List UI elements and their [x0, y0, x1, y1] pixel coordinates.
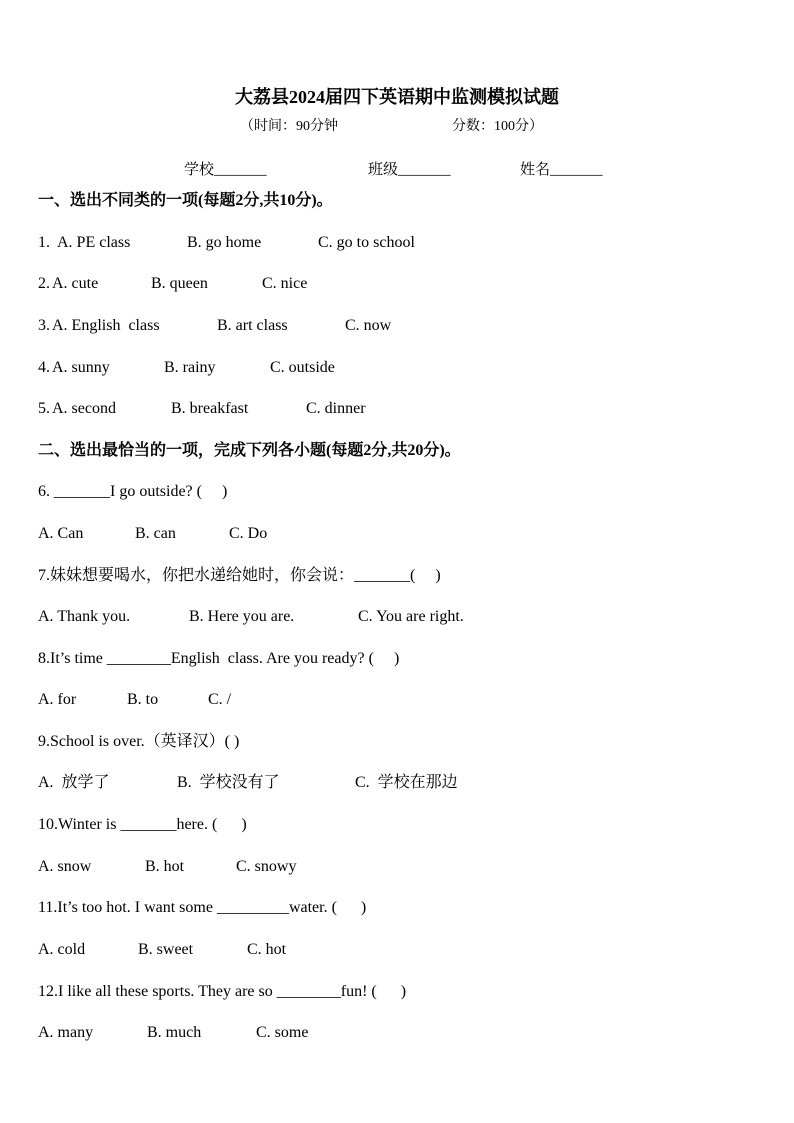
option-a: A. snow — [38, 858, 92, 875]
option-c: C. outside — [270, 359, 335, 376]
option-c: C. / — [208, 691, 232, 708]
option-b: B. much — [147, 1024, 202, 1041]
question-stem: 6. _______I go outside? ( ) — [38, 483, 228, 500]
option-b: B. Here you are. — [189, 608, 295, 625]
option-a: A. cute — [52, 275, 99, 292]
option-a: A. second — [52, 400, 116, 417]
question-stem: 11.It’s too hot. I want some _________water. ( ) — [38, 899, 367, 916]
option-a: A. many — [38, 1024, 94, 1041]
option-b: B. sweet — [138, 941, 194, 958]
option-b: B. 学校没有了 — [177, 774, 280, 791]
question-number: 3. — [38, 317, 50, 334]
option-b: B. queen — [151, 275, 208, 292]
question-number: 2. — [38, 275, 50, 292]
option-a: A. sunny — [52, 359, 110, 376]
question-stem: 7.妹妹想要喝水，你把水递给她时，你会说：_______( ) — [38, 567, 441, 584]
question-number: 1. — [38, 234, 50, 251]
name-field: 姓名_______ — [520, 162, 603, 178]
option-a: A. for — [38, 691, 77, 708]
option-c: C. Do — [229, 525, 268, 542]
option-b: B. art class — [217, 317, 288, 334]
option-a: A. English class — [52, 317, 160, 334]
school-field: 学校_______ — [184, 162, 267, 178]
option-b: B. hot — [145, 858, 185, 875]
question-stem: 12.I like all these sports. They are so ________fun! ( ) — [38, 983, 407, 1000]
option-c: C. dinner — [306, 400, 366, 417]
exam-score: 分数：100分） — [452, 119, 543, 134]
section-2-heading: 二、选出最恰当的一项，完成下列各小题(每题2分,共20分)。 — [38, 442, 461, 459]
option-c: C. some — [256, 1024, 309, 1041]
section-1-heading: 一、选出不同类的一项(每题2分,共10分)。 — [38, 192, 333, 209]
question-stem: 10.Winter is _______here. ( ) — [38, 816, 247, 833]
option-b: B. can — [135, 525, 176, 542]
option-a: A. Thank you. — [38, 608, 131, 625]
question-number: 4. — [38, 359, 50, 376]
option-a: A. PE class — [57, 234, 131, 251]
option-b: B. rainy — [164, 359, 216, 376]
question-stem: 9.School is over.（英译汉）( ) — [38, 733, 240, 750]
option-c: C. snowy — [236, 858, 297, 875]
option-c: C. go to school — [318, 234, 415, 251]
option-c: C. nice — [262, 275, 308, 292]
option-c: C. now — [345, 317, 392, 334]
option-a: A. Can — [38, 525, 84, 542]
option-b: B. go home — [187, 234, 262, 251]
option-c: C. You are right. — [358, 608, 464, 625]
question-stem: 8.It’s time ________English class. Are you ready? ( ) — [38, 650, 400, 667]
option-c: C. 学校在那边 — [355, 774, 458, 791]
class-field: 班级_______ — [368, 162, 451, 178]
option-c: C. hot — [247, 941, 287, 958]
exam-time: （时间：90分钟 — [240, 119, 338, 134]
option-b: B. breakfast — [171, 400, 249, 417]
page-title: 大荔县2024届四下英语期中监测模拟试题 — [235, 87, 559, 107]
option-a: A. 放学了 — [38, 774, 110, 791]
option-b: B. to — [127, 691, 159, 708]
option-a: A. cold — [38, 941, 86, 958]
question-number: 5. — [38, 400, 50, 417]
